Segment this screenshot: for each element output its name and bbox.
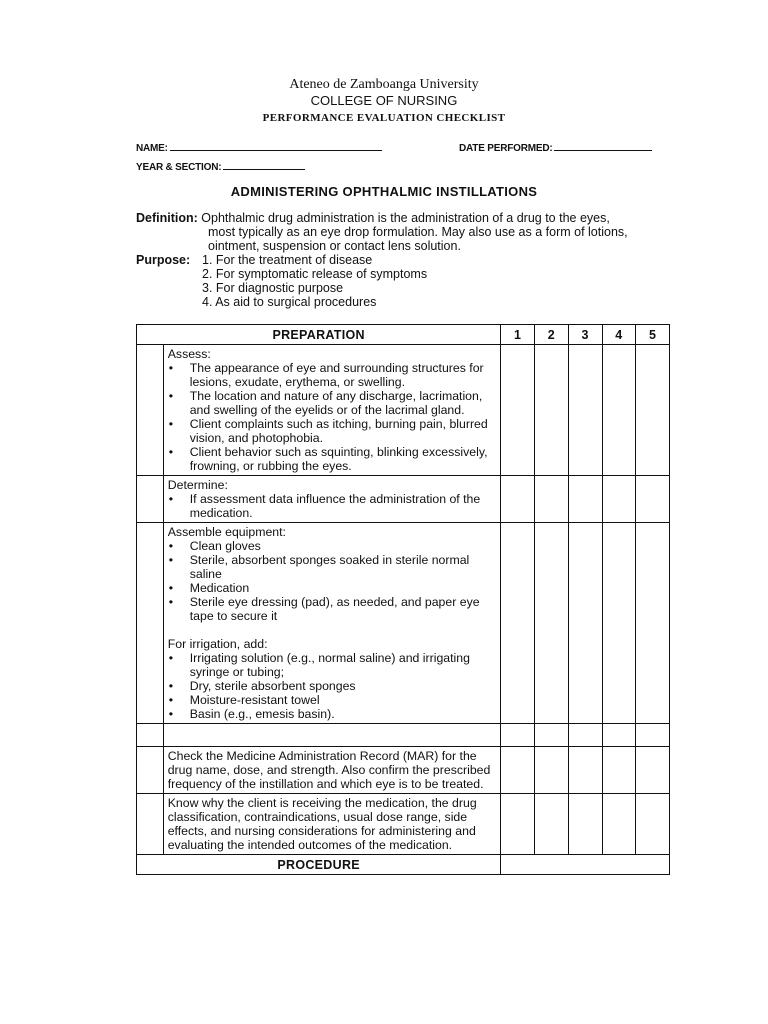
score-cell[interactable] bbox=[501, 523, 535, 724]
definition-line-2: most typically as an eye drop formulation. May also use as a form of lotions, bbox=[208, 225, 628, 239]
score-header-5: 5 bbox=[636, 325, 670, 345]
purpose-item: 4. As aid to surgical procedures bbox=[202, 295, 377, 309]
step-marker-cell bbox=[137, 476, 164, 523]
score-cell[interactable] bbox=[535, 523, 569, 724]
score-cell[interactable] bbox=[568, 523, 602, 724]
list-item: • The location and nature of any discharge, lacrimation, and swelling of the eyelids or of the lacrimal gland. bbox=[190, 389, 498, 417]
list-item: • Clean gloves bbox=[190, 539, 498, 553]
score-cell[interactable] bbox=[602, 724, 636, 747]
step-marker-cell bbox=[137, 794, 164, 855]
list-item: • Moisture-resistant towel bbox=[190, 693, 498, 707]
step-marker-cell bbox=[137, 747, 164, 794]
table-header-row bbox=[137, 325, 670, 345]
score-header-3: 3 bbox=[568, 325, 602, 345]
procedure-header: PROCEDURE bbox=[137, 855, 501, 875]
table-row bbox=[137, 724, 670, 747]
irrigation-label: For irrigation, add: bbox=[167, 637, 268, 651]
list-item: • Client complaints such as itching, burning pain, blurred vision, and photophobia. bbox=[190, 417, 498, 445]
list-item: • Irrigating solution (e.g., normal saline) and irrigating syringe or tubing; bbox=[190, 651, 498, 679]
name-input-line[interactable] bbox=[170, 141, 382, 151]
definition-block bbox=[136, 211, 676, 253]
score-cell[interactable] bbox=[535, 794, 569, 855]
score-cell[interactable] bbox=[636, 476, 670, 523]
procedure-score-cell bbox=[501, 855, 670, 875]
score-cell[interactable] bbox=[501, 476, 535, 523]
purpose-block bbox=[136, 253, 427, 309]
empty-cell bbox=[163, 724, 501, 747]
score-cell[interactable] bbox=[501, 345, 535, 476]
step-marker-cell bbox=[137, 724, 164, 747]
purpose-item: 2. For symptomatic release of symptoms bbox=[202, 267, 428, 281]
score-cell[interactable] bbox=[501, 724, 535, 747]
step-marker-cell bbox=[137, 345, 164, 476]
year-section-input-line[interactable] bbox=[223, 160, 305, 170]
purpose-item: 3. For diagnostic purpose bbox=[202, 281, 344, 295]
date-label: DATE PERFORMED: bbox=[459, 143, 553, 154]
score-cell[interactable] bbox=[636, 747, 670, 794]
purpose-label: Purpose: bbox=[136, 253, 191, 267]
score-cell[interactable] bbox=[535, 747, 569, 794]
score-cell[interactable] bbox=[602, 345, 636, 476]
equipment-cell bbox=[163, 523, 501, 724]
assess-label: Assess: bbox=[167, 347, 211, 361]
table-row bbox=[137, 345, 670, 476]
equipment-label: Assemble equipment: bbox=[167, 525, 286, 539]
procedure-title: ADMINISTERING OPHTHALMIC INSTILLATIONS bbox=[230, 184, 538, 199]
year-section-label: YEAR & SECTION: bbox=[136, 162, 222, 173]
procedure-header-row bbox=[137, 855, 670, 875]
definition-label: Definition: bbox=[136, 211, 198, 225]
know-why-cell: Know why the client is receiving the medication, the drug classification, contraindications, usual dose range, side effects, and nursing considerations for administering and evaluating the intended outcomes of the medication. bbox=[163, 794, 501, 855]
university-name: Ateneo de Zamboanga University bbox=[289, 77, 479, 92]
list-item: • Sterile eye dressing (pad), as needed, and paper eye tape to secure it bbox=[190, 595, 498, 623]
score-cell[interactable] bbox=[636, 724, 670, 747]
name-label: NAME: bbox=[136, 143, 168, 154]
list-item: • Dry, sterile absorbent sponges bbox=[190, 679, 498, 693]
score-cell[interactable] bbox=[568, 794, 602, 855]
list-item: • Basin (e.g., emesis basin). bbox=[190, 707, 498, 721]
score-cell[interactable] bbox=[636, 523, 670, 724]
score-cell[interactable] bbox=[535, 724, 569, 747]
score-header-1: 1 bbox=[501, 325, 535, 345]
evaluation-table bbox=[136, 324, 670, 875]
college-name: COLLEGE OF NURSING bbox=[310, 93, 458, 108]
date-input-line[interactable] bbox=[554, 141, 652, 151]
list-item: • If assessment data influence the administration of the medication. bbox=[190, 492, 498, 520]
assess-cell bbox=[163, 345, 501, 476]
score-cell[interactable] bbox=[568, 345, 602, 476]
score-cell[interactable] bbox=[568, 476, 602, 523]
score-cell[interactable] bbox=[636, 794, 670, 855]
score-cell[interactable] bbox=[602, 794, 636, 855]
score-cell[interactable] bbox=[568, 747, 602, 794]
score-cell[interactable] bbox=[568, 724, 602, 747]
score-cell[interactable] bbox=[602, 523, 636, 724]
score-cell[interactable] bbox=[535, 345, 569, 476]
score-cell[interactable] bbox=[602, 747, 636, 794]
check-mar-cell: Check the Medicine Administration Record (MAR) for the drug name, dose, and strength. Also confirm the prescribed frequency of the instillation and which eye is to be treated. bbox=[163, 747, 501, 794]
list-item: • Medication bbox=[190, 581, 498, 595]
list-item: • Client behavior such as squinting, blinking excessively, frowning, or rubbing the eyes. bbox=[190, 445, 498, 473]
score-cell[interactable] bbox=[501, 794, 535, 855]
definition-line-1: Ophthalmic drug administration is the administration of a drug to the eyes, bbox=[201, 211, 610, 225]
table-row bbox=[137, 747, 670, 794]
list-item: • Sterile, absorbent sponges soaked in sterile normal saline bbox=[190, 553, 498, 581]
name-field bbox=[136, 141, 382, 154]
score-header-4: 4 bbox=[602, 325, 636, 345]
determine-label: Determine: bbox=[167, 478, 228, 492]
table-row bbox=[137, 476, 670, 523]
step-marker-cell bbox=[137, 523, 164, 724]
score-cell[interactable] bbox=[636, 345, 670, 476]
purpose-item: 1. For the treatment of disease bbox=[202, 253, 373, 267]
list-item: • The appearance of eye and surrounding structures for lesions, exudate, erythema, or swelling. bbox=[190, 361, 498, 389]
determine-cell bbox=[163, 476, 501, 523]
table-row bbox=[137, 523, 670, 724]
definition-line-3: ointment, suspension or contact lens solution. bbox=[208, 239, 461, 253]
date-field bbox=[459, 141, 652, 154]
checklist-title: PERFORMANCE EVALUATION CHECKLIST bbox=[262, 112, 506, 124]
score-header-2: 2 bbox=[535, 325, 569, 345]
year-section-field bbox=[136, 160, 305, 173]
preparation-header: PREPARATION bbox=[137, 325, 501, 345]
score-cell[interactable] bbox=[501, 747, 535, 794]
score-cell[interactable] bbox=[602, 476, 636, 523]
table-row bbox=[137, 794, 670, 855]
score-cell[interactable] bbox=[535, 476, 569, 523]
